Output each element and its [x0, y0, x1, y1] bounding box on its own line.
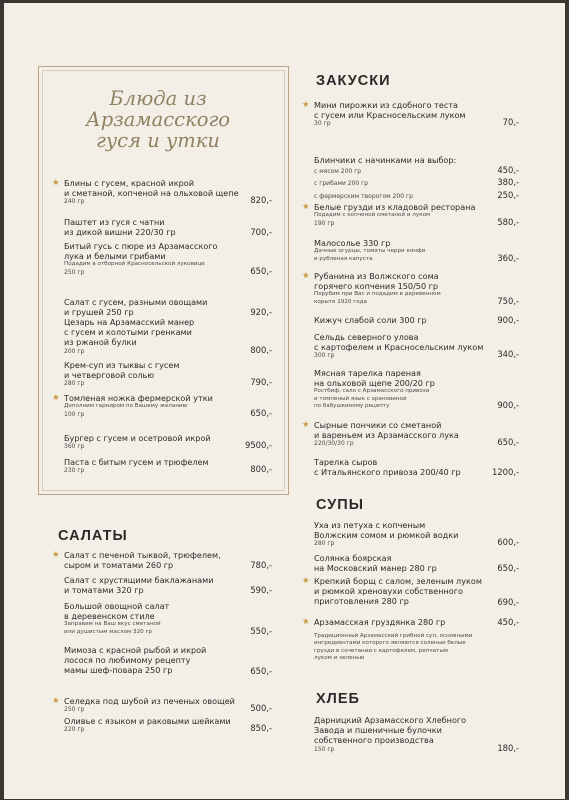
- item-weight: 300 гр: [314, 352, 335, 360]
- star-icon: ★: [302, 202, 310, 212]
- item-name: Белые грузди из кладовой ресторана: [314, 202, 476, 212]
- item-name: Оливье с языком и раковыми шейками: [64, 716, 231, 726]
- item-name: с Итальянского привоза 200/40 гр: [314, 467, 461, 478]
- item-option: [314, 177, 519, 189]
- option-price: 450,-: [497, 165, 519, 176]
- item-description: корыте 1920 года: [314, 298, 367, 305]
- item-description: Дополним гарниром по Вашему желанию: [64, 403, 188, 410]
- item-name: и сметаной, копченой на ольховой щепе: [64, 188, 239, 199]
- item-name: и рюмкой хреновухи собственного: [314, 586, 463, 597]
- star-icon: ★: [52, 393, 60, 403]
- zakuski-item: [302, 100, 519, 128]
- item-description: и рубленая капуста: [314, 255, 373, 262]
- item-name: горячего копчения 150/50 гр: [314, 281, 439, 292]
- goose-item: [64, 433, 272, 450]
- salad-item: [64, 575, 272, 595]
- item-weight: 230 гр: [64, 467, 85, 475]
- item-price: 750,-: [497, 296, 519, 306]
- item-weight: 360 гр: [64, 443, 85, 451]
- item-name: Тарелка сыров: [314, 457, 378, 467]
- salads-heading: САЛАТЫ: [58, 528, 128, 544]
- item-price: 500,-: [250, 703, 272, 713]
- soup-note: [314, 633, 524, 662]
- note-line: луком и зеленью: [314, 654, 365, 661]
- salad-item: [64, 716, 272, 733]
- goose-item: [64, 317, 272, 355]
- item-name: Волжским сомом и рюмкой водки: [314, 530, 459, 541]
- item-name: с гусем или Красносельским луком: [314, 110, 466, 121]
- item-name: мамы шеф-повара 250 гр: [64, 665, 173, 676]
- item-name: сыром и томатами 260 гр: [64, 560, 174, 571]
- item-name: Малосолье 330 гр: [314, 238, 391, 248]
- item-weight: 30 гр: [314, 120, 331, 128]
- item-price: 800,-: [250, 345, 272, 355]
- star-icon: ★: [302, 100, 310, 110]
- item-price: 700,-: [250, 227, 272, 237]
- item-name: Паштет из гуся с чатни: [64, 217, 165, 227]
- item-name: с картофелем и Красносельским луком: [314, 342, 484, 353]
- item-price: 820,-: [250, 195, 272, 205]
- star-icon: ★: [52, 550, 60, 560]
- item-price: 650,-: [250, 666, 272, 676]
- item-name: Блинчики с начинками на выбор:: [314, 155, 457, 165]
- item-price: 800,-: [250, 464, 272, 474]
- goose-item: [64, 241, 272, 276]
- option-price: 250,-: [497, 189, 519, 200]
- item-price: 180,-: [497, 743, 519, 753]
- item-name: и четверговой солью: [64, 370, 155, 381]
- salad-item: [64, 601, 272, 636]
- item-name: Паста с битым гусем и трюфелем: [64, 457, 209, 467]
- title-line: Арзамасского: [85, 108, 231, 131]
- item-price: 850,-: [250, 723, 272, 733]
- item-description: Подадим с копченой сметаной и луком: [314, 212, 431, 219]
- zakuski-item: [314, 238, 519, 263]
- item-weight: 150 гр: [314, 745, 335, 753]
- item-weight: 200 гр: [64, 347, 85, 355]
- option-name: с фермерским творогом 200 гр: [314, 192, 413, 200]
- item-price: 70,-: [502, 117, 519, 127]
- item-price: 9500,-: [245, 440, 272, 450]
- item-name: лука и белыми грибами: [64, 251, 166, 262]
- item-name: и грушей 250 гр: [64, 307, 134, 318]
- item-price: 580,-: [497, 217, 519, 227]
- item-name: Крепкий борщ с салом, зеленым луком: [314, 576, 482, 586]
- item-price: 340,-: [497, 349, 519, 359]
- item-name: из дикой вишни 220/30 гр: [64, 227, 176, 238]
- item-weight: 280 гр: [64, 380, 85, 388]
- item-price: 690,-: [497, 597, 519, 607]
- title-line: Блюда из: [109, 87, 207, 110]
- item-name: Сырные пончики со сметаной: [314, 420, 442, 430]
- soup-item: [302, 576, 519, 607]
- salad-item: [64, 645, 272, 676]
- zakuski-item: [314, 368, 519, 410]
- item-name: на ольховой щепе 200/20 гр: [314, 378, 435, 389]
- item-name: Большой овощной салат: [64, 601, 170, 611]
- zakuski-heading: ЗАКУСКИ: [316, 73, 391, 89]
- item-description: или душистым маслом 320 гр: [64, 628, 152, 635]
- item-name: на Московский манер 280 гр: [314, 563, 437, 574]
- goose-item: [64, 457, 272, 474]
- item-price: 1200,-: [492, 467, 519, 477]
- zakuski-item: [302, 202, 519, 227]
- zakuski-item: [314, 457, 519, 477]
- soups-heading: СУПЫ: [316, 497, 364, 513]
- note-line: грузди в сочетании с картофелем, репчатым: [314, 647, 448, 654]
- item-price: 650,-: [250, 408, 272, 418]
- soup-item: [314, 553, 519, 573]
- zakuski-item: [314, 315, 519, 325]
- item-name: из ржаной булки: [64, 337, 137, 348]
- item-name: Арзамасская груздянка 280 гр: [314, 617, 446, 627]
- item-price: 900,-: [497, 400, 519, 410]
- item-name: и томатами 320 гр: [64, 585, 144, 596]
- item-name: Рубанина из Волжского сома: [314, 271, 439, 281]
- salad-item: [52, 550, 272, 571]
- item-name: Томленая ножка фермерской утки: [64, 393, 213, 403]
- goose-item: [64, 217, 272, 237]
- zakuski-item: [302, 271, 519, 306]
- item-name: Цезарь на Арзамасский манер: [64, 317, 195, 327]
- salad-item: [52, 696, 272, 714]
- item-weight: 250 гр: [64, 268, 85, 276]
- item-weight: 280 гр: [314, 540, 335, 548]
- item-name: Салат с гусем, разными овощами: [64, 297, 208, 307]
- item-name: в деревенском стиле: [64, 611, 155, 622]
- item-weight: 220 гр: [64, 726, 85, 734]
- star-icon: ★: [302, 617, 310, 627]
- item-option: [314, 190, 519, 202]
- item-description: Подадим в отборной Красносельской луковице: [64, 261, 205, 268]
- soup-item: [302, 617, 519, 627]
- item-name: и вареньем из Арзамасского лука: [314, 430, 459, 441]
- item-weight: 100 гр: [64, 410, 85, 418]
- goose-item: [52, 393, 272, 418]
- item-weight: 250 гр: [64, 706, 85, 714]
- zakuski-item: [314, 332, 519, 359]
- item-price: 780,-: [250, 560, 272, 570]
- star-icon: ★: [302, 420, 310, 430]
- goose-item: [52, 178, 272, 206]
- zakuski-item: [314, 155, 519, 202]
- note-line: ингредиентами которого являются соленые белые: [314, 640, 466, 647]
- item-price: 650,-: [250, 266, 272, 276]
- item-description: Дачные огурцы, томаты черри конфи: [314, 248, 426, 255]
- item-name: Бургер с гусем и осетровой икрой: [64, 433, 211, 443]
- item-name: Завода и пшеничные булочки: [314, 725, 442, 736]
- item-description: по бабушкиному рецепту: [314, 403, 390, 409]
- item-name: Дарницкий Арзамасского Хлебного: [314, 715, 467, 725]
- goose-item: [64, 360, 272, 387]
- item-price: 590,-: [250, 585, 272, 595]
- goose-item: [64, 297, 272, 317]
- item-name: Уха из петуха с копченым: [314, 520, 426, 530]
- item-description: и томленый язык с хреновиной: [314, 395, 407, 402]
- item-price: 450,-: [497, 617, 519, 627]
- star-icon: ★: [52, 178, 60, 188]
- option-name: с мясом 200 гр: [314, 168, 362, 176]
- item-description: Заправим на Ваш вкус сметаной: [64, 621, 161, 628]
- note-line: Традиционный Арзамасский грибной суп, основными: [314, 633, 473, 639]
- item-name: лосося по любимому рецепту: [64, 655, 191, 666]
- bread-item: [314, 715, 519, 753]
- item-name: с гусем и колотыми гренками: [64, 327, 192, 338]
- item-price: 790,-: [250, 377, 272, 387]
- item-name: Солянка боярская: [314, 553, 392, 563]
- item-price: 360,-: [497, 253, 519, 263]
- goose-duck-title: [58, 88, 258, 151]
- item-name: Селедка под шубой из печеных овощей: [64, 696, 235, 706]
- item-weight: 190 гр: [314, 219, 335, 227]
- item-option: [314, 165, 519, 177]
- option-name: с грибами 200 гр: [314, 180, 369, 188]
- star-icon: ★: [302, 576, 310, 586]
- item-name: приготовления 280 гр: [314, 596, 409, 607]
- item-name: Мини пирожки из сдобного теста: [314, 100, 458, 110]
- item-description: Порубим при Вас и подадим в деревенном: [314, 291, 441, 298]
- item-description: Ростбиф, сало с Арзамасского привоза: [314, 388, 430, 395]
- item-name: Мясная тарелка пареная: [314, 368, 421, 378]
- item-price: 650,-: [497, 563, 519, 573]
- item-name: Салат с печеной тыквой, трюфелем,: [64, 550, 221, 560]
- item-name: Мимоза с красной рыбой и икрой: [64, 645, 207, 655]
- star-icon: ★: [302, 271, 310, 281]
- item-price: 650,-: [497, 437, 519, 447]
- item-name: собственного производства: [314, 735, 434, 746]
- item-name: Салат с хрустящими баклажанами: [64, 575, 214, 585]
- title-line: гуся и утки: [96, 129, 220, 152]
- item-price: 600,-: [497, 537, 519, 547]
- item-price: 550,-: [250, 626, 272, 636]
- item-name: Битый гусь с пюре из Арзамасского: [64, 241, 218, 251]
- item-price: 900,-: [497, 315, 519, 325]
- bread-heading: ХЛЕБ: [316, 691, 360, 707]
- star-icon: ★: [52, 696, 60, 706]
- item-weight: 220/30/30 гр: [314, 440, 354, 448]
- item-name: Кижуч слабой соли 300 гр: [314, 315, 427, 325]
- option-price: 380,-: [497, 177, 519, 188]
- soup-item: [314, 520, 519, 547]
- item-name: Сельдь северного улова: [314, 332, 419, 342]
- item-price: 920,-: [250, 307, 272, 317]
- zakuski-item: [302, 420, 519, 448]
- item-name: Крем-суп из тыквы с гусем: [64, 360, 180, 370]
- item-name: Блины с гусем, красной икрой: [64, 178, 194, 188]
- item-weight: 240 гр: [64, 198, 85, 206]
